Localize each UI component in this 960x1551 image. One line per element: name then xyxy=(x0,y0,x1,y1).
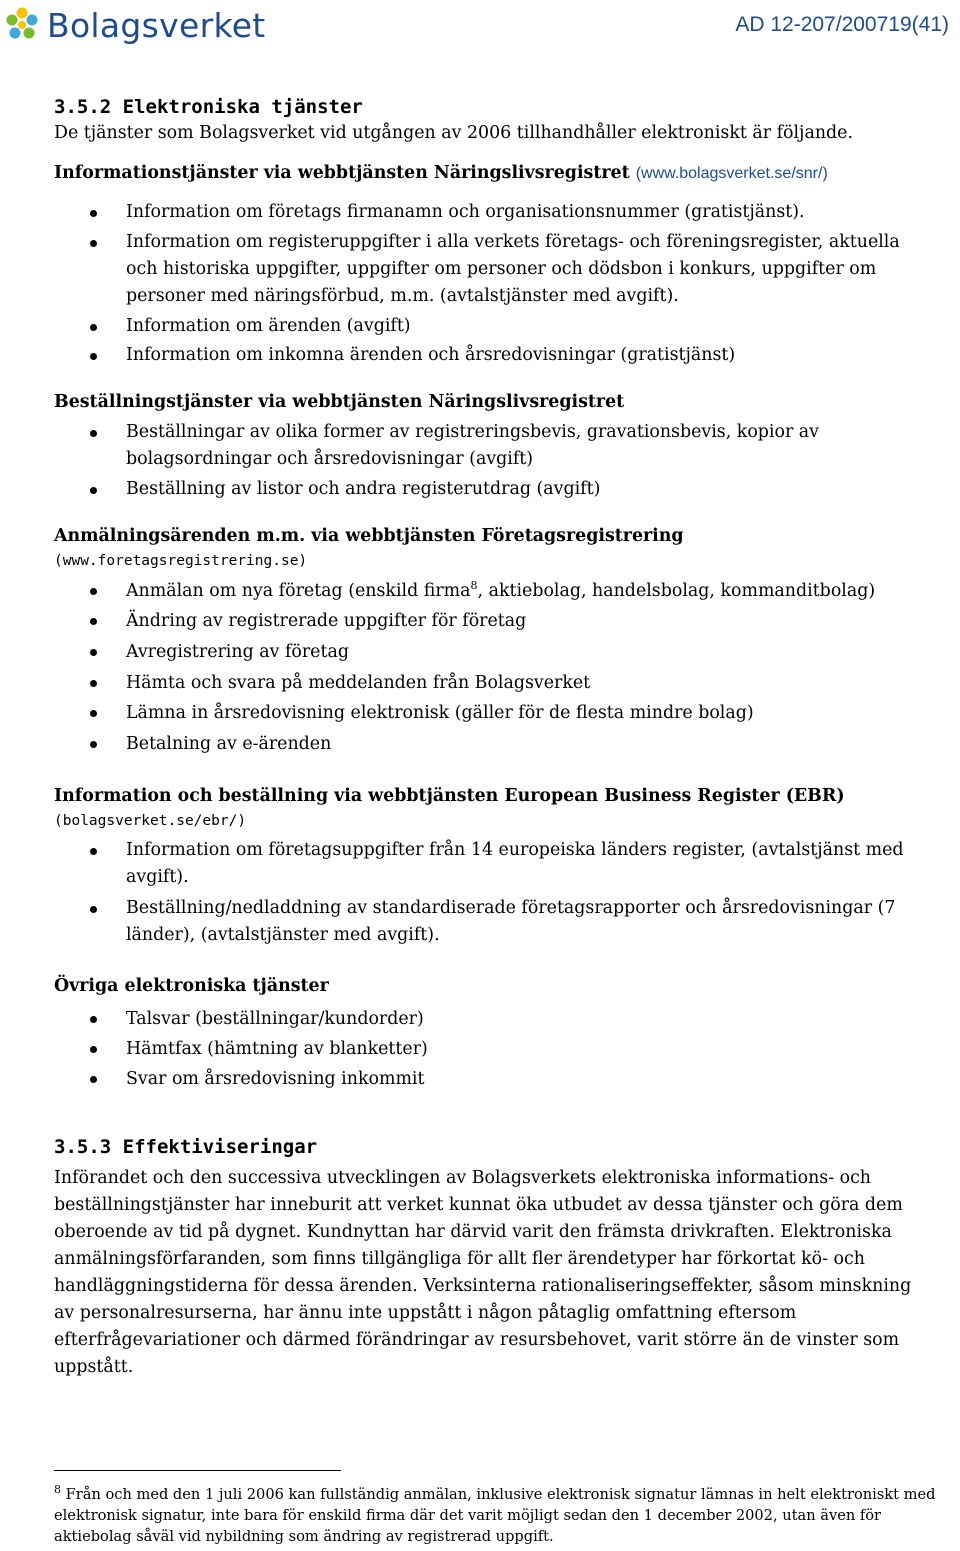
list-item: Information om ärenden (avgift) xyxy=(54,313,934,340)
bullet-icon xyxy=(90,1076,97,1083)
list-item: Beställning/nedladdning av standardiserade företagsrapporter och årsredovisningar (7 länder), (avtalstjänster med avgift). xyxy=(54,895,934,949)
bullet-icon xyxy=(90,680,97,687)
section-heading-353: 3.5.3 Effektiviseringar xyxy=(54,1136,318,1158)
document-body xyxy=(54,94,934,1381)
ebr-link[interactable]: (bolagsverket.se/ebr/) xyxy=(54,813,247,829)
bullet-icon xyxy=(90,710,97,717)
list-item: Beställning av listor och andra registerutdrag (avgift) xyxy=(54,476,934,503)
bestallningstjanster-list xyxy=(54,419,934,503)
bolagsverket-logo xyxy=(5,3,266,47)
foretagsregistrering-link[interactable]: (www.foretagsregistrering.se) xyxy=(54,553,308,569)
bullet-icon xyxy=(90,649,97,656)
bullet-icon xyxy=(90,353,97,360)
group-title-informationstjanster: Informationstjänster via webbtjänsten Näringslivsregistret (www.bolagsverket.se/snr/) xyxy=(54,163,828,183)
list-item: Ändring av registrerade uppgifter för företag xyxy=(54,606,934,637)
list-item: Lämna in årsredovisning elektronisk (gäller för de flesta mindre bolag) xyxy=(54,698,934,729)
informationstjanster-list xyxy=(54,199,934,369)
list-item: Information om registeruppgifter i alla verkets företags- och föreningsregister, aktuella och historiska uppgifter, uppgifter om personer och dödsbon i konkurs, uppgifter om personer med näringsförbud, m.m. (avtalstjänster med avgift). xyxy=(54,229,934,310)
snr-link[interactable]: (www.bolagsverket.se/snr/) xyxy=(635,165,828,182)
list-item: Information om företagsuppgifter från 14 europeiska länders register, (avtalstjänst med avgift). xyxy=(54,837,934,891)
bullet-icon xyxy=(90,906,97,913)
bullet-icon xyxy=(90,324,97,331)
list-item: Avregistrering av företag xyxy=(54,637,934,668)
list-item: Hämta och svara på meddelanden från Bolagsverket xyxy=(54,668,934,698)
group-title-anmalningsarenden: Anmälningsärenden m.m. via webbtjänsten Företagsregistrering xyxy=(54,526,684,546)
bullet-icon xyxy=(90,1046,97,1053)
section-353-body: Införandet och den successiva utvecklingen av Bolagsverkets elektroniska informations- och beställningstjänster har inneburit att verket kunnat öka utbudet av dessa tjänster och göra dem oberoende av tid på dygnet. Kundnyttan har därvid varit den främsta drivkraften. Elektroniska anmälningsförfaranden, som finns tillgängliga för allt fler ärendetyper har förkortat kö- och handläggningstiderna för dessa ärenden. Verksinterna rationaliseringseffekter, såsom minskning av personalresurserna, har ännu inte uppstått i någon påtaglig omfattning eftersom efterfrågevariationer och därmed förändringar av resursbehovet, varit större än de vinster som uppstått. xyxy=(54,1168,912,1377)
footnote-text: Från och med den 1 juli 2006 kan fullständig anmälan, inklusive elektronisk signatur lämnas in helt elektroniskt med elektronisk signatur, inte bara för enskild firma där det varit möjligt sedan den 1 december 2002, utan även för aktiebolag såväl vid nybildning som ändring av registrerad uppgift. xyxy=(54,1486,936,1545)
list-item: Talsvar (beställningar/kundorder) xyxy=(54,1004,934,1034)
bullet-icon xyxy=(90,588,97,595)
bullet-icon xyxy=(90,618,97,625)
bullet-icon xyxy=(90,741,97,748)
group-title-ovriga: Övriga elektroniska tjänster xyxy=(54,976,329,996)
footnote xyxy=(54,1484,944,1547)
bullet-icon xyxy=(90,487,97,494)
footnote-ref: 8 xyxy=(470,579,478,593)
list-item: Betalning av e-ärenden xyxy=(54,729,934,759)
list-item: Information om inkomna ärenden och årsredovisningar (gratistjänst) xyxy=(54,342,934,369)
group-title-ebr: Information och beställning via webbtjänsten European Business Register (EBR) xyxy=(54,786,845,806)
list-item: Beställningar av olika former av registreringsbevis, gravationsbevis, kopior av bolagsordningar och årsredovisningar (avgift) xyxy=(54,419,934,473)
section-intro: De tjänster som Bolagsverket vid utgången av 2006 tillhandhåller elektroniskt är följande. xyxy=(54,123,853,143)
ovriga-list xyxy=(54,1004,934,1094)
document-reference: AD 12-207/200719(41) xyxy=(735,13,949,36)
group-title-bestallningstjanster: Beställningstjänster via webbtjänsten Näringslivsregistret xyxy=(54,392,625,412)
footnote-number: 8 xyxy=(54,1483,61,1497)
list-item: Svar om årsredovisning inkommit xyxy=(54,1064,934,1094)
bullet-icon xyxy=(90,210,97,217)
footnote-divider xyxy=(54,1470,341,1471)
ebr-list xyxy=(54,837,934,949)
logo-text: Bolagsverket xyxy=(47,5,266,45)
list-item: Anmälan om nya företag (enskild firma$^8$, aktiebolag, handelsbolag, kommanditbolag) xyxy=(54,576,934,606)
logo-flower-icon xyxy=(5,7,39,43)
list-item: Hämtfax (hämtning av blanketter) xyxy=(54,1034,934,1064)
bullet-icon xyxy=(90,240,97,247)
anmalningsarenden-list xyxy=(54,576,934,759)
list-item: Information om företags firmanamn och organisationsnummer (gratistjänst). xyxy=(54,199,934,226)
section-heading-352: 3.5.2 Elektroniska tjänster xyxy=(54,96,363,118)
bullet-icon xyxy=(90,848,97,855)
bullet-icon xyxy=(90,430,97,437)
bullet-icon xyxy=(90,1016,97,1023)
